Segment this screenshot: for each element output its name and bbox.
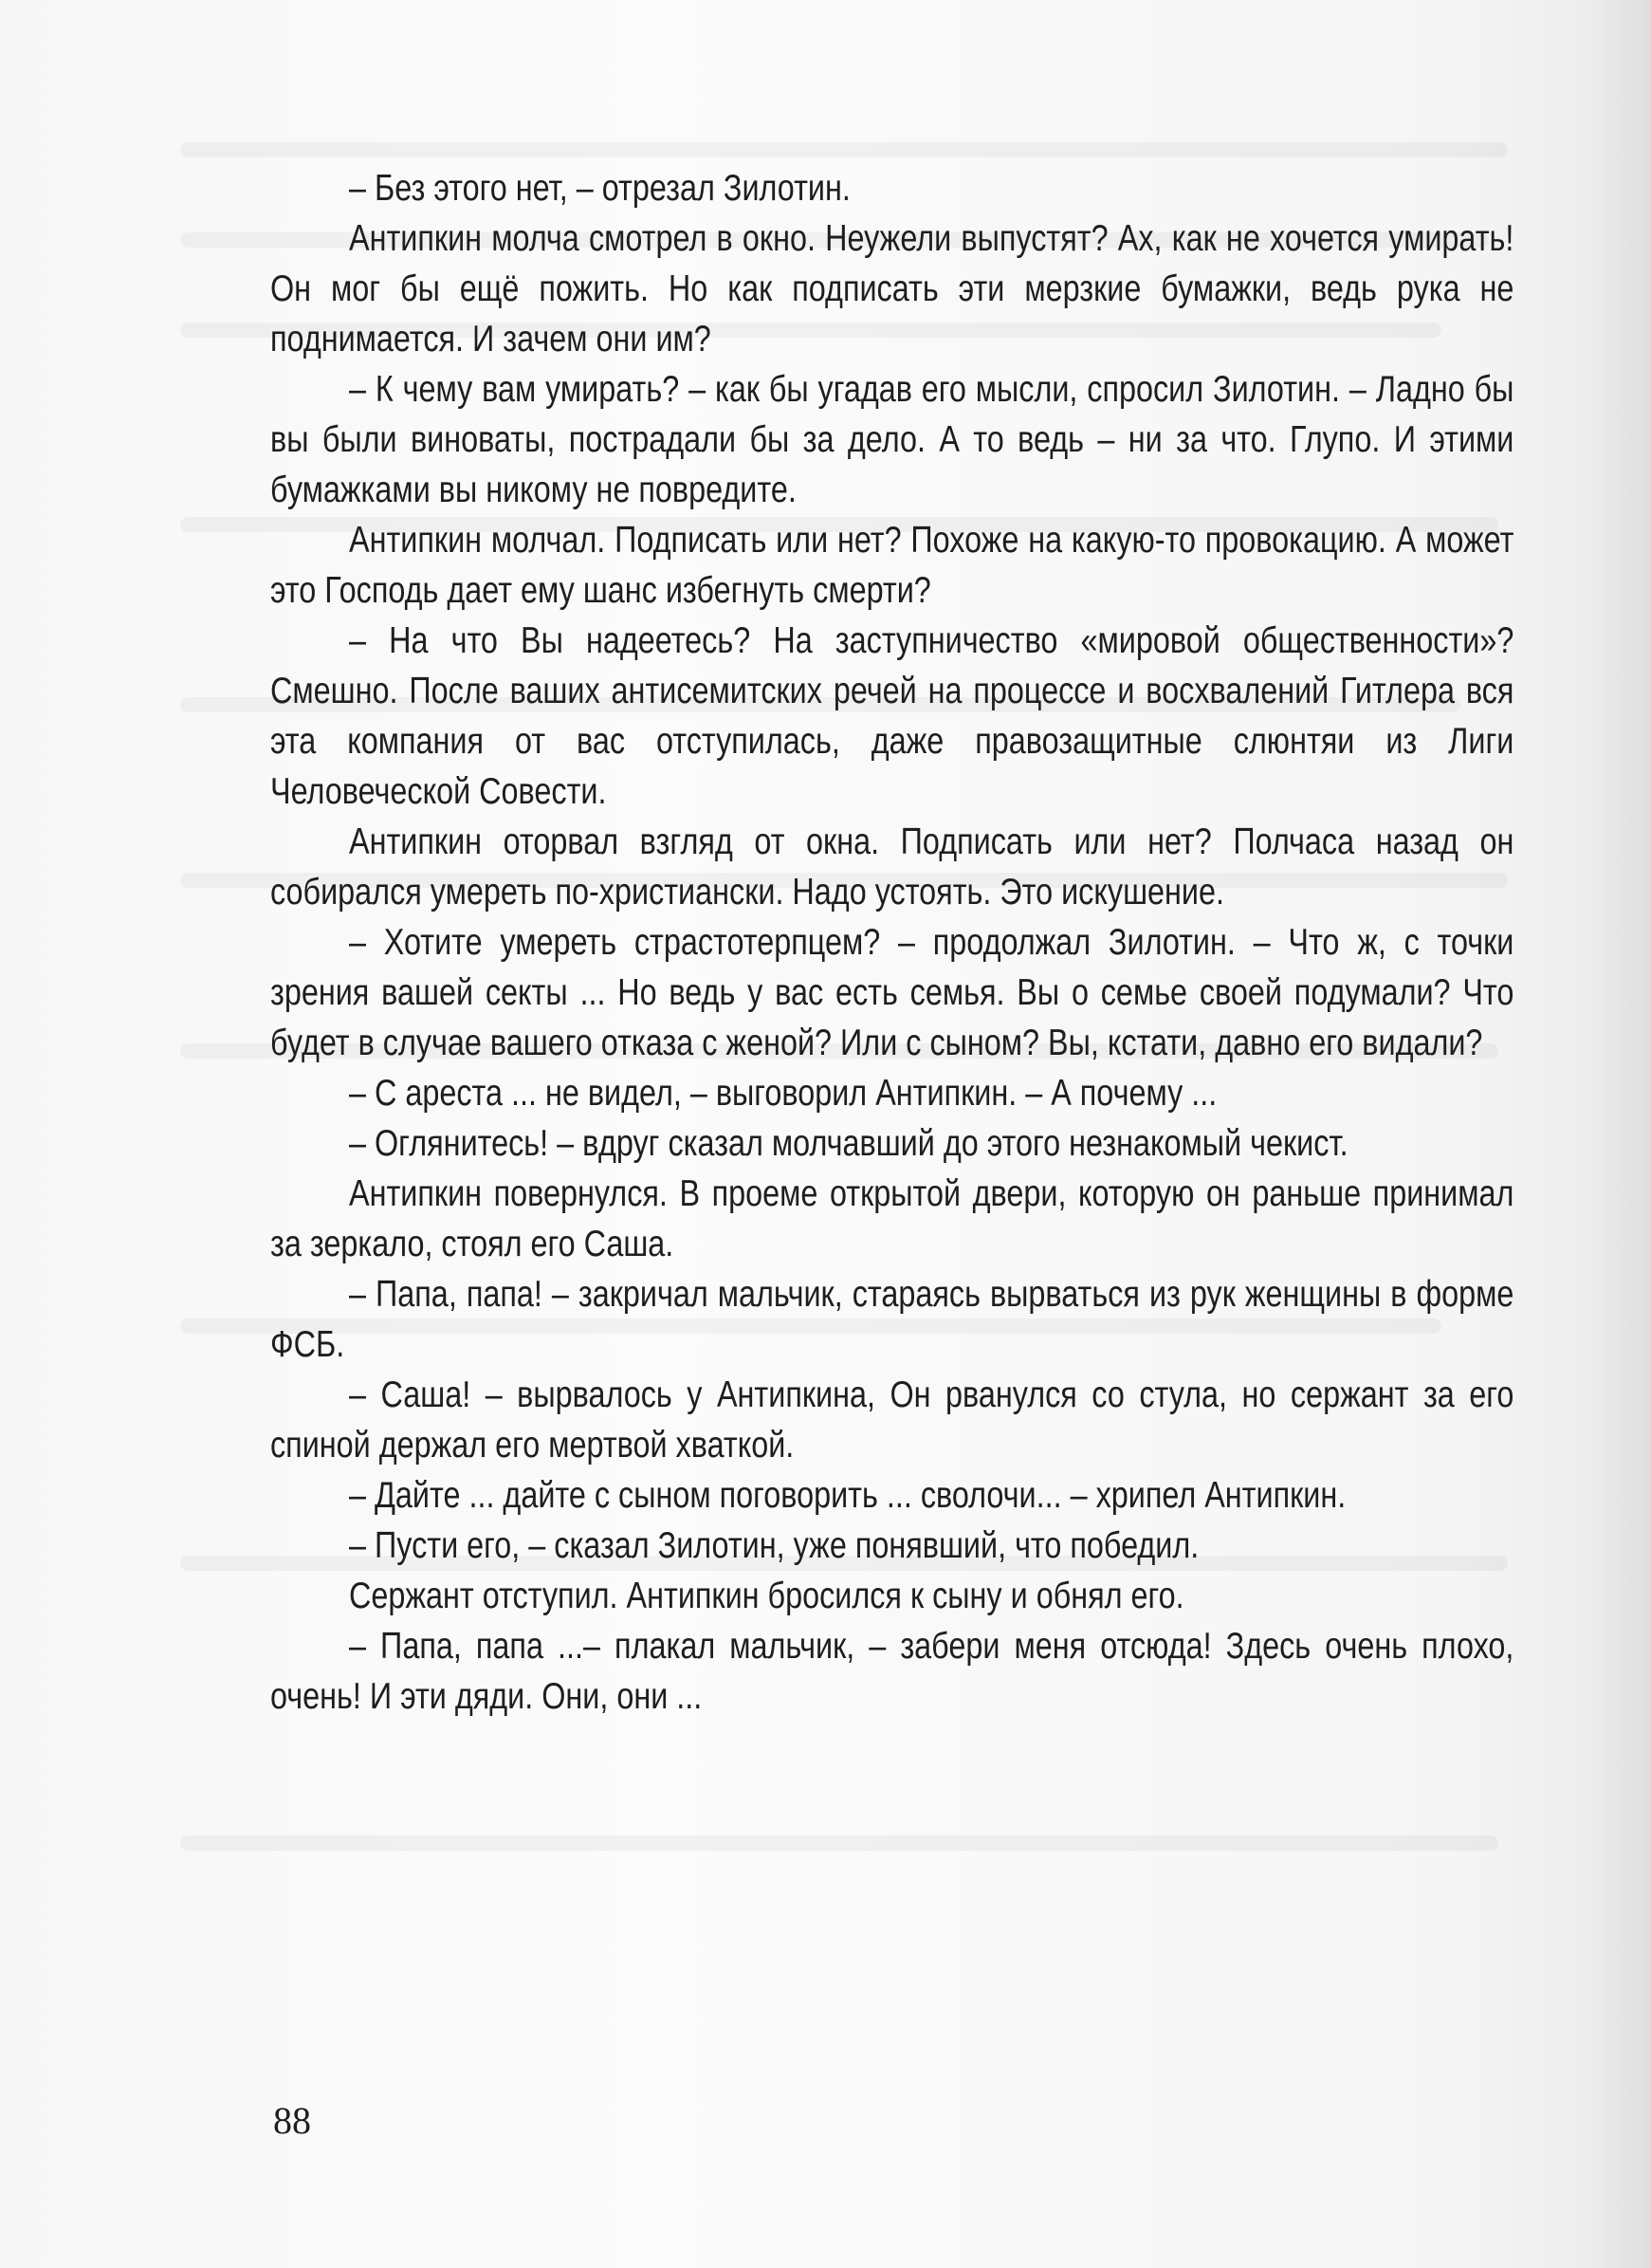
bleed-through-line [180, 1835, 1498, 1851]
paragraph: – Папа, папа! – закричал мальчик, стараясь вырваться из рук женщины в форме ФСБ. [270, 1274, 1514, 1365]
paragraph: – Без этого нет, – отрезал Зилотин. [349, 168, 851, 209]
paragraph: – Оглянитесь! – вдруг сказал молчавший до этого незнакомый чекист. [349, 1123, 1348, 1164]
paragraph: Сержант отступил. Антипкин бросился к сыну и обнял его. [349, 1576, 1184, 1616]
paragraph: – На что Вы надеетесь? На заступничество «мировой общественности»? Смешно. После ваших антисемитских речей на процессе и восхвалений Гитлера вся эта компания от вас отступилась, даже правозащитные слюнтяи из Лиги Человеческой Совести. [270, 620, 1514, 812]
paragraph: – Хотите умереть страстотерпцем? – продолжал Зилотин. – Что ж, с точки зрения вашей секты ... Но ведь у вас есть семья. Вы о семье своей подумали? Что будет в случае вашего отказа с женой? Или с сыном? Вы, кстати, давно его видали? [270, 922, 1514, 1063]
bleed-through-line [180, 142, 1508, 157]
paragraph: – К чему вам умирать? – как бы угадав его мысли, спросил Зилотин. – Ладно бы вы были виноваты, пострадали бы за дело. А то ведь – ни за что. Глупо. И этими бумажками вы никому не повредите. [270, 369, 1514, 510]
page-edge-shadow [1594, 0, 1651, 2268]
page-number: 88 [273, 2099, 311, 2142]
paragraph: Антипкин молчал. Подписать или нет? Похоже на какую-то провокацию. А может это Господь дает ему шанс избегнуть смерти? [270, 520, 1514, 611]
body-text [270, 163, 1513, 1722]
paragraph: – С ареста ... не видел, – выговорил Антипкин. – А почему ... [349, 1073, 1218, 1114]
paragraph: Антипкин молча смотрел в окно. Неужели выпустят? Ах, как не хочется умирать! Он мог бы ещё пожить. Но как подписать эти мерзкие бумажки, ведь рука не поднимается. И зачем они им? [270, 218, 1514, 360]
paragraph: Антипкин оторвал взгляд от окна. Подписать или нет? Полчаса назад он собирался умереть по-христиански. Надо устоять. Это искушение. [270, 821, 1514, 913]
paragraph: – Пусти его, – сказал Зилотин, уже понявший, что победил. [349, 1525, 1200, 1566]
paragraph: Антипкин повернулся. В проеме открытой двери, которую он раньше принимал за зеркало, стоял его Саша. [270, 1173, 1514, 1264]
paragraph: – Папа, папа ...– плакал мальчик, – забери меня отсюда! Здесь очень плохо, очень! И эти дяди. Они, они ... [270, 1626, 1514, 1717]
paragraph: – Саша! – вырвалось у Антипкина, Он рванулся со стула, но сержант за его спиной держал его мертвой хваткой. [270, 1374, 1514, 1466]
paragraph: – Дайте ... дайте с сыном поговорить ... сволочи... – хрипел Антипкин. [349, 1475, 1347, 1516]
